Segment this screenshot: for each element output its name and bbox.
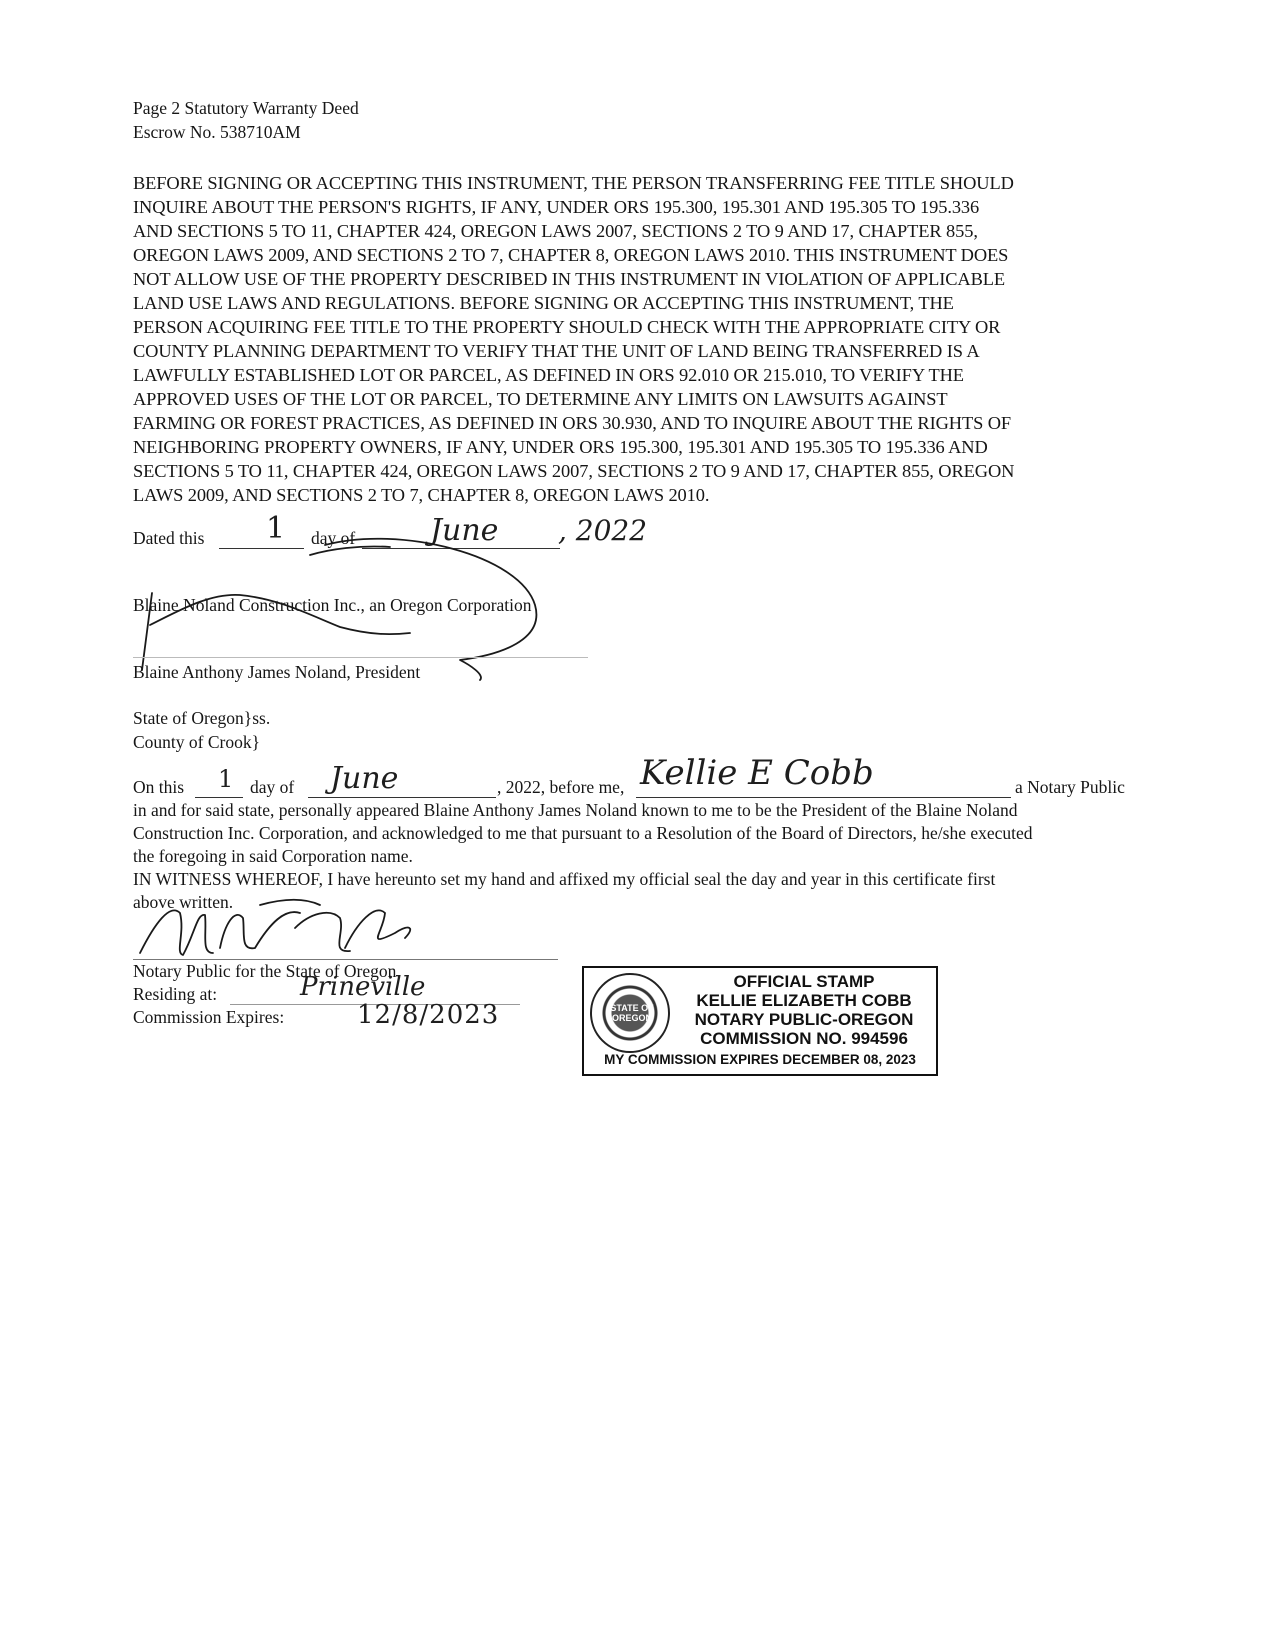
stamp-line-3: NOTARY PUBLIC-OREGON: [694, 1010, 914, 1029]
warning-line: SECTIONS 5 TO 11, CHAPTER 424, OREGON LAWS 2007, SECTIONS 2 TO 9 AND 17, CHAPTER 855, OREGON: [133, 461, 1015, 481]
venue-county: County of Crook}: [133, 732, 261, 752]
dated-month-value: June: [430, 513, 499, 548]
seal-text: STATE OF OREGON: [610, 1003, 654, 1023]
ack-month-line: [308, 797, 496, 798]
warning-line: PERSON ACQUIRING FEE TITLE TO THE PROPERTY SHOULD CHECK WITH THE APPROPRIATE CITY OR: [133, 317, 1001, 337]
page-title: Page 2 Statutory Warranty Deed: [133, 98, 359, 118]
stamp-line-5: MY COMMISSION EXPIRES DECEMBER 08, 2023: [604, 1052, 916, 1067]
notary-residing-value: Prineville: [300, 972, 426, 1002]
stamp-line-4: COMMISSION NO. 994596: [700, 1029, 908, 1048]
escrow-number: Escrow No. 538710AM: [133, 122, 301, 142]
ack-notary-written: Kellie E Cobb: [640, 753, 874, 793]
warning-line: LAWS 2009, AND SECTIONS 2 TO 7, CHAPTER 8, OREGON LAWS 2010.: [133, 485, 710, 505]
dated-prefix: Dated this: [133, 528, 205, 548]
notary-title: Notary Public for the State of Oregon: [133, 961, 397, 981]
ack-line-2: Construction Inc. Corporation, and acknowledged to me that pursuant to a Resolution of the Board of Directors, he/she executed: [133, 823, 1033, 843]
venue-state: State of Oregon}ss.: [133, 708, 271, 728]
ack-day-of: day of: [250, 777, 295, 797]
warning-line: INQUIRE ABOUT THE PERSON'S RIGHTS, IF ANY, UNDER ORS 195.300, 195.301 AND 195.305 TO 195.336: [133, 197, 980, 217]
ack-line-3: the foregoing in said Corporation name.: [133, 846, 413, 866]
ack-notary-public: a Notary Public: [1015, 777, 1125, 797]
warning-line: BEFORE SIGNING OR ACCEPTING THIS INSTRUMENT, THE PERSON TRANSFERRING FEE TITLE SHOULD: [133, 173, 1014, 193]
ack-day-line: [195, 797, 243, 798]
warning-line: LAND USE LAWS AND REGULATIONS. BEFORE SIGNING OR ACCEPTING THIS INSTRUMENT, THE: [133, 293, 954, 313]
dated-day-value: 1: [266, 511, 286, 546]
warning-line: FARMING OR FOREST PRACTICES, AS DEFINED IN ORS 30.930, AND TO INQUIRE ABOUT THE RIGHTS OF: [133, 413, 1012, 433]
warning-line: NEIGHBORING PROPERTY OWNERS, IF ANY, UNDER ORS 195.300, 195.301 AND 195.305 TO 195.336 AND: [133, 437, 988, 457]
ack-witness-2: above written.: [133, 892, 234, 912]
warning-line: LAWFULLY ESTABLISHED LOT OR PARCEL, AS DEFINED IN ORS 92.010 OR 215.010, TO VERIFY THE: [133, 365, 964, 385]
ack-year: , 2022, before me,: [497, 777, 625, 797]
ack-notary-line: [636, 797, 1011, 798]
ack-month-value: June: [330, 761, 399, 796]
warning-line: NOT ALLOW USE OF THE PROPERTY DESCRIBED IN THIS INSTRUMENT IN VIOLATION OF APPLICABLE: [133, 269, 1006, 289]
stamp-line-2: KELLIE ELIZABETH COBB: [696, 991, 912, 1010]
warning-line: OREGON LAWS 2009, AND SECTIONS 2 TO 7, CHAPTER 8, OREGON LAWS 2010. THIS INSTRUMENT DOES: [133, 245, 1009, 265]
stamp-line-1: OFFICIAL STAMP: [733, 972, 875, 991]
warning-line: AND SECTIONS 5 TO 11, CHAPTER 424, OREGON LAWS 2007, SECTIONS 2 TO 9 AND 17, CHAPTER 855,: [133, 221, 978, 241]
grantor-company: Blaine Noland Construction Inc., an Oregon Corporation: [133, 595, 532, 615]
warning-line: COUNTY PLANNING DEPARTMENT TO VERIFY THAT THE UNIT OF LAND BEING TRANSFERRED IS A: [133, 341, 980, 361]
dated-day-label: day of: [311, 528, 356, 548]
ack-line-1: in and for said state, personally appeared Blaine Anthony James Noland known to me to be the President of the Blaine Noland: [133, 800, 1018, 820]
notary-residing-label: Residing at:: [133, 984, 218, 1004]
warning-line: APPROVED USES OF THE LOT OR PARCEL, TO DETERMINE ANY LIMITS ON LAWSUITS AGAINST: [133, 389, 948, 409]
ack-witness: IN WITNESS WHEREOF, I have hereunto set my hand and affixed my official seal the day and year in this certificate first: [133, 869, 996, 889]
notary-commission-label: Commission Expires:: [133, 1007, 285, 1027]
grantor-signer: Blaine Anthony James Noland, President: [133, 662, 421, 682]
dated-year-value: , 2022: [558, 514, 648, 547]
grantor-signature-line: [133, 657, 588, 658]
ack-on-this: On this: [133, 777, 185, 797]
notary-commission-value: 12/8/2023: [357, 1000, 500, 1030]
state-seal-icon: [590, 973, 670, 1053]
statutory-warning: [133, 171, 1168, 507]
ack-day-value: 1: [218, 765, 234, 793]
official-stamp: [582, 966, 938, 1076]
